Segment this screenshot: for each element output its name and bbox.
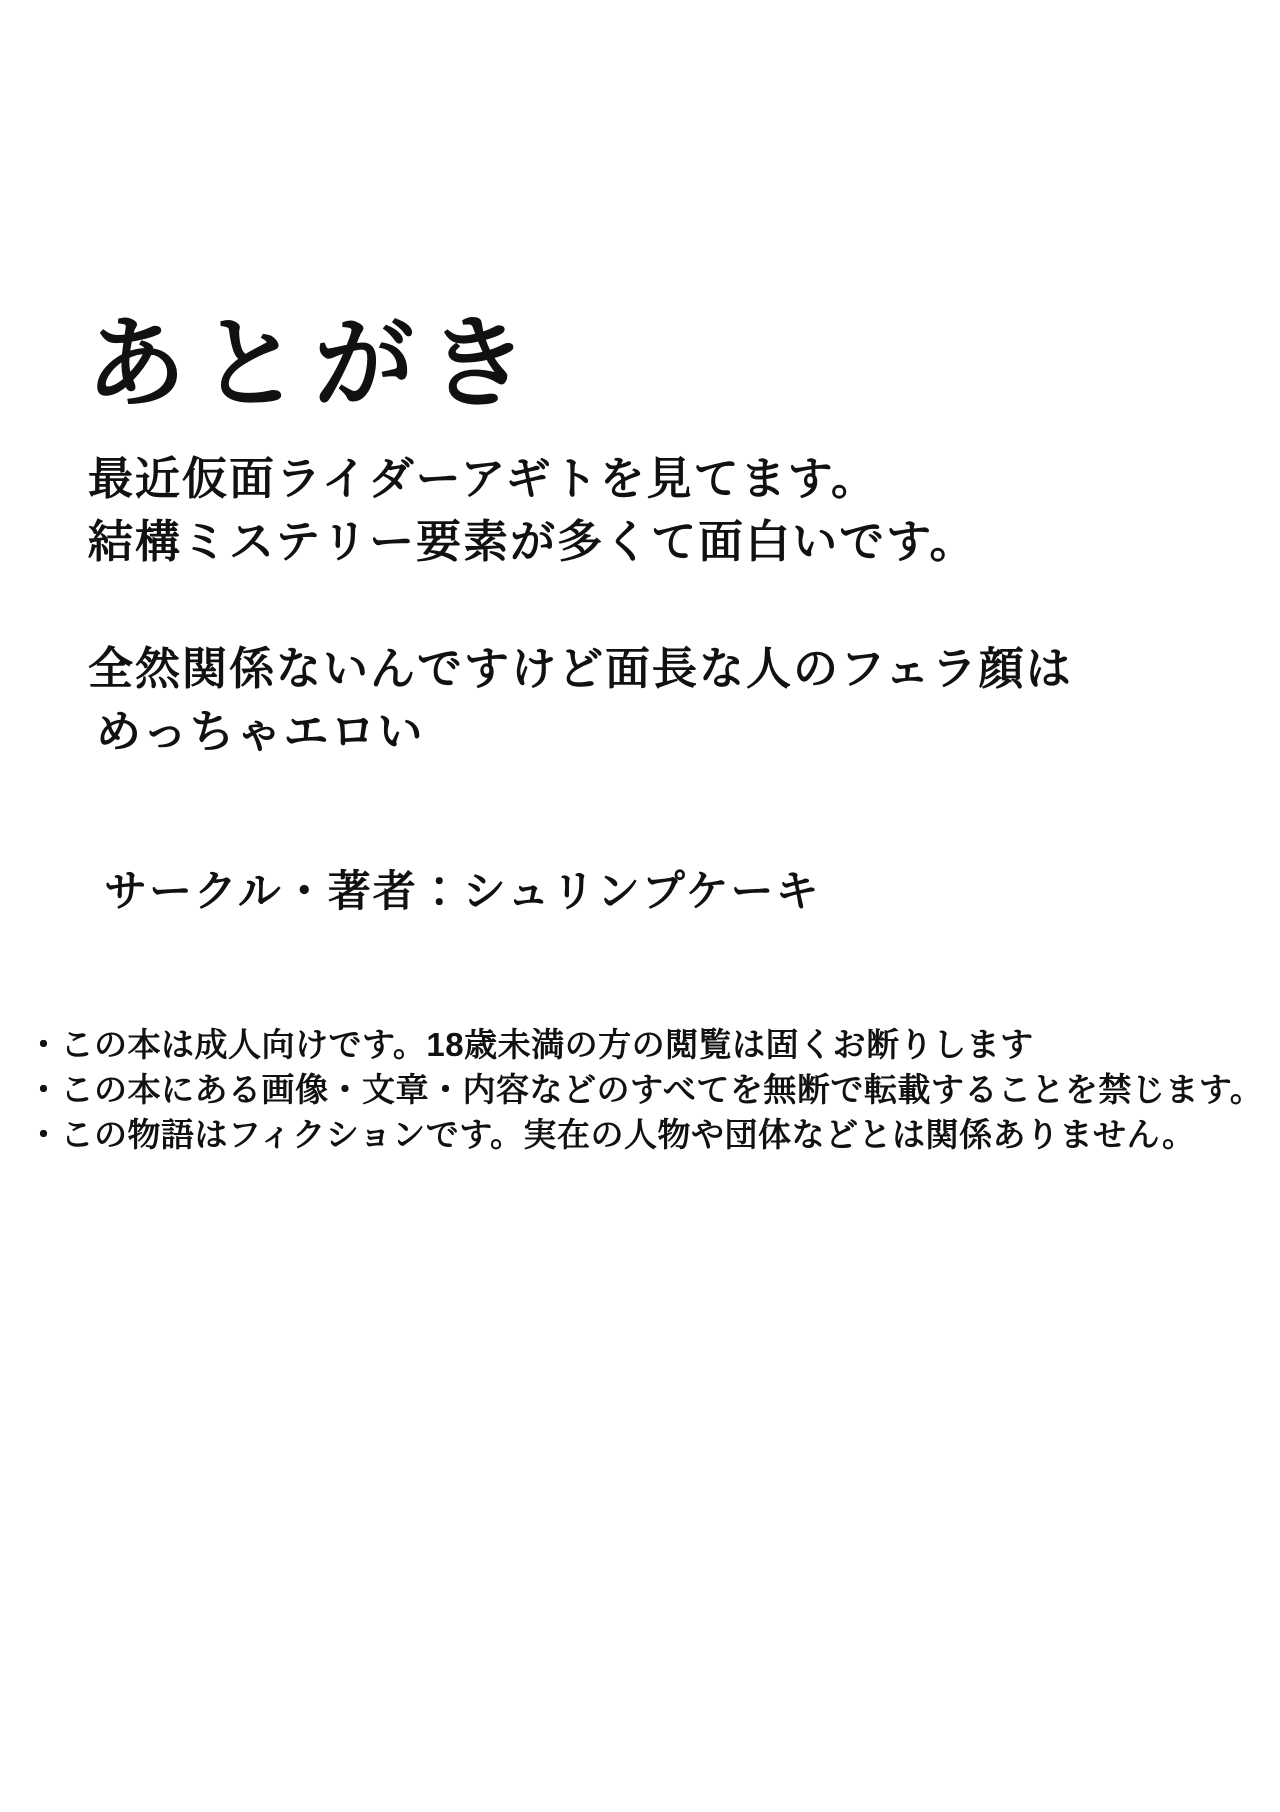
circle-author-credit: サークル・著者：シュリンプケーキ	[104, 869, 821, 916]
disclaimer-no-reproduction: ・この本にある画像・文章・内容などのすべてを無断で転載することを禁じます。	[27, 1071, 1264, 1108]
paragraph-line: 最近仮面ライダーアギトを見てます。	[88, 454, 879, 504]
disclaimer-fiction: ・この物語はフィクションです。実在の人物や団体などとは関係ありません。	[27, 1116, 1196, 1153]
paragraph-unrelated-comment	[88, 638, 1073, 764]
disclaimer-adults-only: ・この本は成人向けです。18歳未満の方の閲覧は固くお断りします	[27, 1026, 1034, 1063]
disclaimer-list	[27, 1022, 1263, 1157]
page-title: あとがき	[86, 309, 542, 420]
paragraph-line: めっちゃエロい	[96, 707, 425, 757]
paragraph-line: 結構ミステリー要素が多くて面白いです。	[88, 517, 977, 567]
paragraph-watching-agito	[88, 448, 977, 574]
paragraph-line: 全然関係ないんですけど面長な人のフェラ顔は	[88, 644, 1073, 694]
